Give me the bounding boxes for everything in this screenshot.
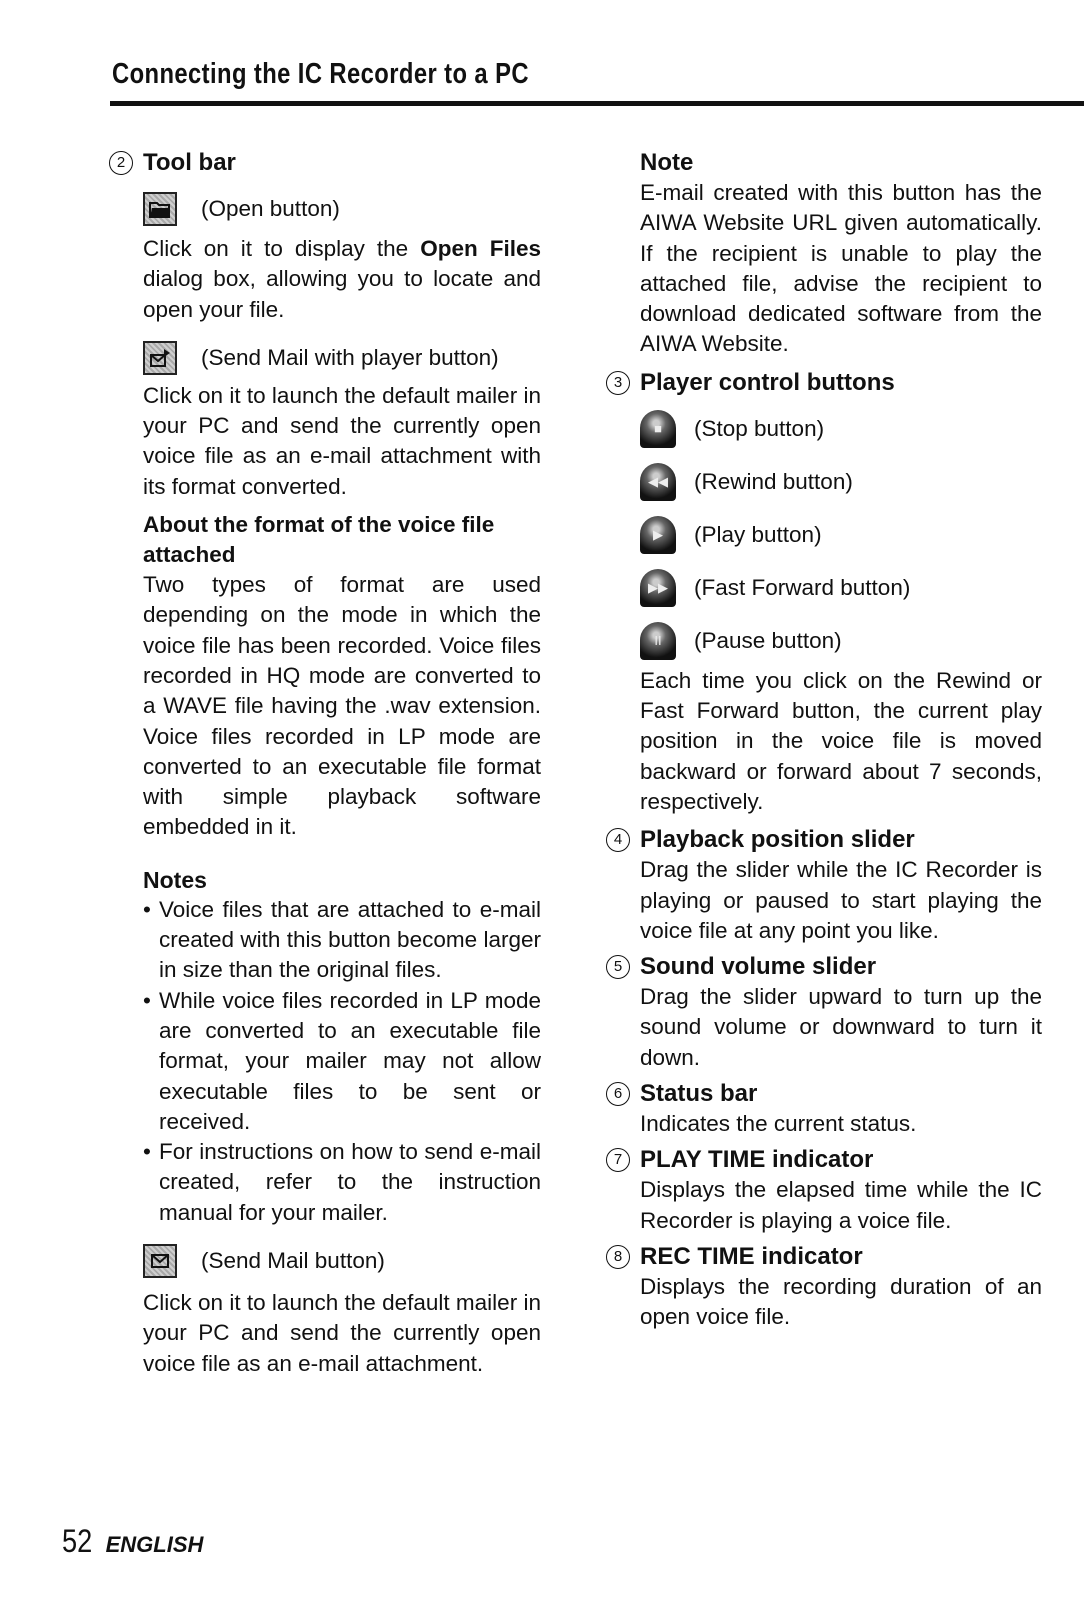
toolbar-heading: 2 Tool bar <box>143 148 541 178</box>
open-folder-icon <box>143 192 177 226</box>
note-item: • Voice files that are attached to e-mail created with this button become larger in size than the original files. <box>143 895 541 986</box>
play-time-heading: 7 PLAY TIME indicator <box>640 1145 1042 1175</box>
note-item: • For instructions on how to send e-mail created, refer to the instruction manual for your mailer. <box>143 1137 541 1228</box>
section-number: 4 <box>606 828 630 852</box>
player-controls-heading: 3 Player control buttons <box>640 368 1042 398</box>
notes-list <box>143 895 541 1228</box>
rec-time-heading: 8 REC TIME indicator <box>640 1242 1042 1272</box>
note-item: • While voice files recorded in LP mode are converted to an executable file format, your mailer may not allow executable files to be sent or received. <box>143 986 541 1137</box>
rewind-button-row: ◀◀ (Rewind button) <box>640 463 1042 501</box>
pause-button-row: II (Pause button) <box>640 622 1042 660</box>
send-player-button-label: (Send Mail with player button) <box>201 344 499 370</box>
rewind-icon: ◀◀ <box>640 463 676 501</box>
section-number: 3 <box>606 371 630 395</box>
open-button-row <box>143 192 541 226</box>
volume-slider-heading: 5 Sound volume slider <box>640 952 1042 982</box>
item-status-bar <box>613 1079 1042 1139</box>
status-bar-heading: 6 Status bar <box>640 1079 1042 1109</box>
page-number: 52 <box>62 1523 93 1559</box>
note-text: E-mail created with this button has the AIWA Website URL given automatically. If the recipient is unable to play the attached file, advise the recipient to download dedicated software from the AIWA Website. <box>640 180 1042 357</box>
stop-icon: ■ <box>640 410 676 448</box>
left-column <box>116 148 541 1379</box>
stop-button-row: ■ (Stop button) <box>640 410 1042 448</box>
header-rule <box>110 101 1084 106</box>
send-player-description: Click on it to launch the default mailer in your PC and send the currently open voice file as an e-mail attachment with its format converted. <box>143 382 541 499</box>
volume-slider-description: Drag the slider upward to turn up the sound volume or downward to turn it down. <box>640 984 1042 1070</box>
pause-icon: II <box>640 622 676 660</box>
fast-forward-button-row: ▶▶ (Fast Forward button) <box>640 569 1042 607</box>
send-mail-button-row <box>143 1244 541 1278</box>
about-format-text: Two types of format are used depending on the mode in which the voice file has been recorded. Voice files recorded in HQ mode are converted to a WAVE file having the .wav extension. Voice files recorded in LP mode are converted to an executable file format with simple playback software embedded in it. <box>143 572 541 840</box>
language-label: ENGLISH <box>105 1532 204 1557</box>
play-time-description: Displays the elapsed time while the IC Recorder is playing a voice file. <box>640 1177 1042 1233</box>
send-player-button-row <box>143 341 541 375</box>
send-mail-icon <box>143 1244 177 1278</box>
send-mail-description: Click on it to launch the default mailer in your PC and send the currently open voice file as an e-mail attachment. <box>143 1290 541 1376</box>
section-number: 5 <box>606 955 630 979</box>
fast-forward-icon: ▶▶ <box>640 569 676 607</box>
item-play-time <box>613 1145 1042 1236</box>
play-button-row: ▶ (Play button) <box>640 516 1042 554</box>
open-button-label: (Open button) <box>201 196 340 221</box>
open-button-description: Click on it to display the Open Files dialog box, allowing you to locate and open your file. <box>143 236 541 322</box>
send-mail-player-icon <box>143 341 177 375</box>
playback-slider-heading: 4 Playback position slider <box>640 825 1042 855</box>
notes-heading: Notes <box>143 866 207 893</box>
about-format-heading: About the format of the voice file attached <box>143 512 495 568</box>
send-mail-button-label: (Send Mail button) <box>201 1248 385 1274</box>
note-heading: Note <box>640 149 694 176</box>
page-title: Connecting the IC Recorder to a PC <box>112 58 529 90</box>
item-rec-time <box>613 1242 1042 1333</box>
page-footer <box>62 1523 203 1563</box>
playback-slider-description: Drag the slider while the IC Recorder is playing or paused to start playing the voice file at any point you like. <box>640 857 1042 943</box>
play-icon: ▶ <box>640 516 676 554</box>
rec-time-description: Displays the recording duration of an open voice file. <box>640 1273 1042 1330</box>
player-buttons-list <box>640 410 1042 660</box>
status-bar-description: Indicates the current status. <box>640 1111 917 1137</box>
section-number: 2 <box>109 151 133 175</box>
player-controls-description: Each time you click on the Rewind or Fast Forward button, the current play position in the voice file is moved backward or forward about 7 seconds, respectively. <box>640 667 1042 814</box>
item-playback-slider <box>613 825 1042 946</box>
section-number: 8 <box>606 1245 630 1269</box>
section-number: 6 <box>606 1082 630 1106</box>
item-volume-slider <box>613 952 1042 1073</box>
section-number: 7 <box>606 1148 630 1172</box>
right-column <box>613 148 1042 1333</box>
